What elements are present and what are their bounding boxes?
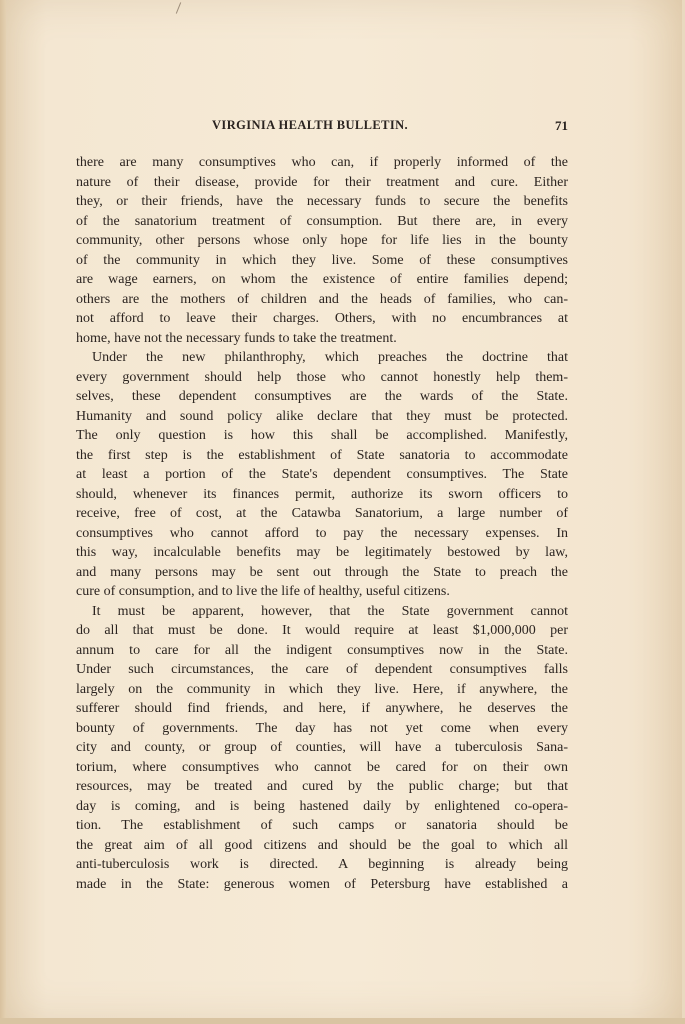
- text-line: do all that must be done. It would require at least $1,000,000 per: [76, 623, 568, 638]
- text-line: cure of consumption, and to live the life of healthy, useful citizens.: [76, 584, 450, 599]
- text-line: largely on the community in which they live. Here, if anywhere, the: [76, 681, 568, 697]
- text-line: annum to care for all the indigent consumptives now in the State.: [76, 642, 568, 658]
- text-line: resources, may be treated and cured by the public charge; but that: [76, 779, 568, 794]
- text-line: It must be apparent, however, that the State government cannot: [92, 603, 568, 619]
- text-line: Under the new philanthrophy, which preaches the doctrine that: [92, 350, 568, 365]
- text-line: nature of their disease, provide for their treatment and cure. Either: [76, 174, 568, 190]
- text-line: and many persons may be sent out through the State to preach the: [76, 564, 568, 580]
- running-title: VIRGINIA HEALTH BULLETIN.: [212, 118, 409, 132]
- text-line: anti-tuberculosis work is directed. A beginning is already being: [76, 857, 568, 872]
- text-line: community, other persons whose only hope for life lies in the bounty: [76, 233, 568, 248]
- text-line: are wage earners, on whom the existence of entire families depend;: [76, 272, 568, 287]
- text-line: city and county, or group of counties, will have a tuberculosis Sana-: [76, 740, 568, 755]
- text-line: day is coming, and is being hastened daily by enlightened co-opera-: [76, 798, 568, 814]
- text-line: made in the State: generous women of Petersburg have established a: [76, 876, 568, 892]
- text-line: receive, free of cost, at the Catawba Sanatorium, a large number of: [76, 506, 568, 521]
- text-line: the great aim of all good citizens and should be the goal to which all: [76, 837, 568, 853]
- text-line: sufferer should find friends, and here, if anywhere, he deserves the: [76, 701, 568, 716]
- text-line: Humanity and sound policy alike declare that they must be protected.: [76, 408, 568, 424]
- text-line: there are many consumptives who can, if properly informed of the: [76, 155, 568, 170]
- text-line: should, whenever its finances permit, authorize its sworn officers to: [76, 486, 568, 502]
- text-line: not afford to leave their charges. Others, with no encumbrances at: [76, 311, 568, 326]
- text-line: The only question is how this shall be accomplished. Manifestly,: [76, 428, 568, 443]
- text-line: of the sanatorium treatment of consumption. But there are, in every: [76, 213, 568, 229]
- text-line: Under such circumstances, the care of dependent consumptives falls: [76, 662, 568, 677]
- text-line: consumptives who cannot afford to pay the necessary expenses. In: [76, 525, 568, 541]
- text-line: selves, these dependent consumptives are the wards of the State.: [76, 389, 568, 404]
- text-line: at least a portion of the State's dependent consumptives. The State: [76, 467, 568, 482]
- text-line: bounty of governments. The day has not yet come when every: [76, 720, 568, 736]
- page-bottom-edge: [0, 1018, 685, 1024]
- text-line: home, have not the necessary funds to take the treatment.: [76, 330, 397, 346]
- text-line: others are the mothers of children and the heads of families, who can-: [76, 291, 568, 307]
- text-line: this way, incalculable benefits may be legitimately bestowed by law,: [76, 545, 568, 560]
- text-line: tion. The establishment of such camps or sanatoria should be: [76, 818, 568, 833]
- body-text: [76, 153, 568, 894]
- page-number: 71: [555, 118, 568, 133]
- text-line: torium, where consumptives who cannot be cared for on their own: [76, 759, 568, 775]
- text-line: they, or their friends, have the necessary funds to secure the benefits: [76, 194, 568, 209]
- page-header: [76, 118, 568, 138]
- text-line: of the community in which they live. Some of these consumptives: [76, 252, 568, 268]
- text-line: the first step is the establishment of State sanatoria to accommodate: [76, 447, 568, 463]
- text-line: every government should help those who cannot honestly help them-: [76, 369, 568, 385]
